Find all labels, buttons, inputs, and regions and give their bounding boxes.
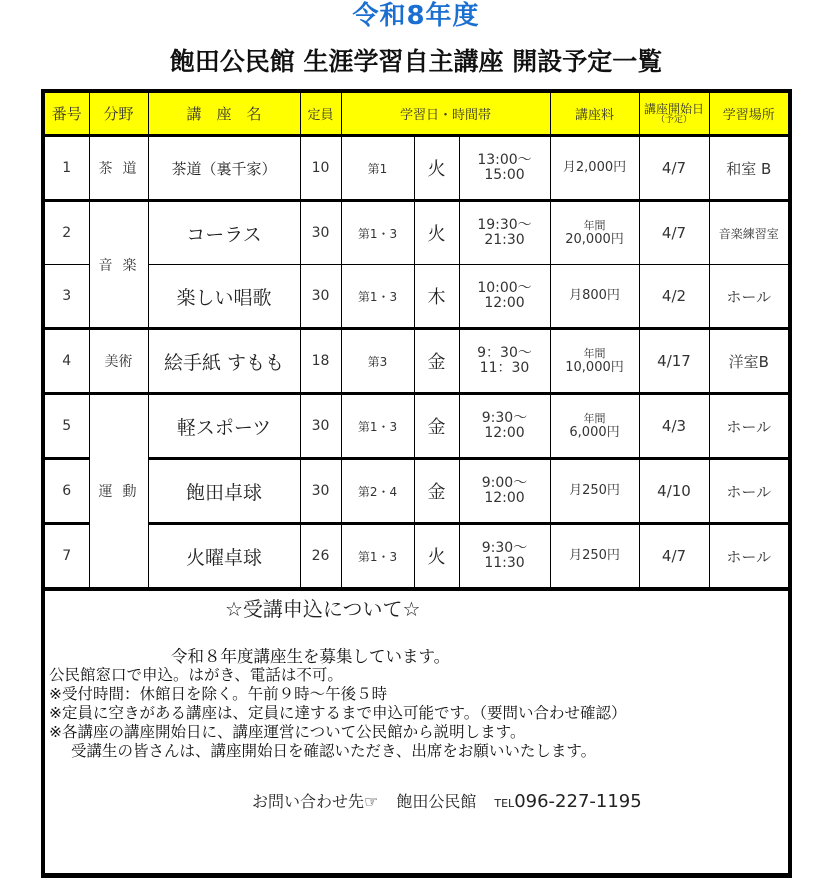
info-lines xyxy=(49,647,627,761)
row-capacity: 30 xyxy=(300,394,341,459)
table-row xyxy=(43,394,790,459)
row-fee xyxy=(550,524,639,590)
col-header-start xyxy=(639,91,709,136)
info-line: 受講生の皆さんは、講座開始日を確認いただき、出席をお願いいたします。 xyxy=(71,742,597,760)
table-header-row xyxy=(43,91,790,136)
row-course-name: 楽しい唱歌 xyxy=(148,265,300,329)
course-table xyxy=(41,89,792,591)
row-time xyxy=(459,329,550,394)
row-time-end: 15:00 xyxy=(484,167,525,183)
row-place: 音楽練習室 xyxy=(709,201,790,265)
info-line: ※受付時間：休館日を除く。午前９時～午後５時 xyxy=(49,685,388,703)
row-start-date: 4/2 xyxy=(639,265,709,329)
row-course-name: 飽田卓球 xyxy=(148,459,300,524)
info-heading: ☆受講申込について☆ xyxy=(225,597,421,621)
row-field: 運動 xyxy=(89,394,148,590)
info-line: 令和８年度講座生を募集しています。 xyxy=(171,647,451,666)
row-time xyxy=(459,136,550,201)
row-week: 第1・3 xyxy=(341,394,414,459)
row-field: 美術 xyxy=(89,329,148,394)
row-week: 第1・3 xyxy=(341,265,414,329)
row-time-end: 11:30 xyxy=(484,555,525,571)
row-time-start: 9：30～ xyxy=(477,345,532,361)
col-header-start-label: 講座開始日 xyxy=(643,101,704,116)
table-row xyxy=(43,136,790,201)
row-number: 4 xyxy=(43,329,89,394)
row-place: 洋室B xyxy=(709,329,790,394)
row-time-end: 12:00 xyxy=(484,295,525,311)
row-day: 金 xyxy=(414,329,459,394)
contact-label: お問い合わせ先☞ xyxy=(252,792,379,811)
row-day: 金 xyxy=(414,459,459,524)
row-fee xyxy=(550,394,639,459)
row-place: ホール xyxy=(709,265,790,329)
row-day: 火 xyxy=(414,136,459,201)
row-time-start: 10:00～ xyxy=(477,280,532,296)
row-time-start: 19:30～ xyxy=(477,217,532,233)
row-number: 5 xyxy=(43,394,89,459)
row-fee-amount: 10,000円 xyxy=(565,360,624,375)
col-header-schedule: 学習日・時間帯 xyxy=(341,91,550,136)
row-capacity: 30 xyxy=(300,459,341,524)
row-course-name: 茶道（裏千家） xyxy=(148,136,300,201)
row-start-date: 4/7 xyxy=(639,136,709,201)
row-fee xyxy=(550,329,639,394)
row-number: 3 xyxy=(43,265,89,329)
col-header-fee: 講座料 xyxy=(550,91,639,136)
col-header-capacity: 定員 xyxy=(300,91,341,136)
row-capacity: 30 xyxy=(300,201,341,265)
row-fee-amount: 20,000円 xyxy=(565,232,624,247)
row-fee-label: 年間 xyxy=(583,412,606,425)
row-fee-amount: 月2,000円 xyxy=(562,160,627,175)
row-time xyxy=(459,265,550,329)
row-number: 1 xyxy=(43,136,89,201)
row-week: 第1・3 xyxy=(341,524,414,590)
row-time-start: 9:00～ xyxy=(481,475,528,491)
row-fee-amount: 月800円 xyxy=(569,288,620,303)
row-course-name: 火曜卓球 xyxy=(148,524,300,590)
row-day: 火 xyxy=(414,201,459,265)
row-course-name: 絵手紙 すもも xyxy=(148,329,300,394)
table-row xyxy=(43,524,790,590)
info-line: 公民館窓口で申込。はがき、電話は不可。 xyxy=(49,666,343,684)
row-capacity: 30 xyxy=(300,265,341,329)
col-header-start-sub: （予定） xyxy=(655,114,692,125)
row-fee-label: 年間 xyxy=(583,219,606,232)
row-time xyxy=(459,394,550,459)
row-number: 6 xyxy=(43,459,89,524)
row-time xyxy=(459,459,550,524)
row-day: 金 xyxy=(414,394,459,459)
row-time-start: 9:30～ xyxy=(481,410,528,426)
table-row xyxy=(43,265,790,329)
row-fee xyxy=(550,201,639,265)
row-start-date: 4/3 xyxy=(639,394,709,459)
contact-org: 飽田公民館 xyxy=(396,792,477,811)
row-day: 火 xyxy=(414,524,459,590)
row-place: ホール xyxy=(709,524,790,590)
row-field: 音楽 xyxy=(89,201,148,329)
table-row xyxy=(43,329,790,394)
row-time-start: 13:00～ xyxy=(477,152,532,168)
tel-label: TEL xyxy=(494,797,515,810)
info-line: ※定員に空きがある講座は、定員に達するまで申込可能です。（要問い合わせ確認） xyxy=(49,704,627,722)
row-capacity: 10 xyxy=(300,136,341,201)
row-time xyxy=(459,524,550,590)
row-week: 第1 xyxy=(341,136,414,201)
row-time xyxy=(459,201,550,265)
row-fee xyxy=(550,459,639,524)
phone-number: 096-227-1195 xyxy=(514,791,642,812)
row-place: 和室 B xyxy=(709,136,790,201)
row-time-end: 11：30 xyxy=(479,360,530,376)
row-start-date: 4/7 xyxy=(639,524,709,590)
row-place: ホール xyxy=(709,394,790,459)
row-fee-label: 年間 xyxy=(583,347,606,360)
row-capacity: 18 xyxy=(300,329,341,394)
row-number: 7 xyxy=(43,524,89,590)
info-line: ※各講座の講座開始日に、講座運営について公民館から説明します。 xyxy=(49,723,526,741)
col-header-name: 講 座 名 xyxy=(148,91,300,136)
row-start-date: 4/17 xyxy=(639,329,709,394)
row-time-end: 12:00 xyxy=(484,425,525,441)
row-day: 木 xyxy=(414,265,459,329)
table-row xyxy=(43,459,790,524)
contact-line xyxy=(252,789,642,812)
row-time-end: 21:30 xyxy=(484,232,525,248)
year-title: 令和8年度 xyxy=(352,1,480,31)
table-row xyxy=(43,201,790,265)
col-header-no: 番号 xyxy=(43,91,89,136)
row-number: 2 xyxy=(43,201,89,265)
row-week: 第1・3 xyxy=(341,201,414,265)
row-field: 茶道 xyxy=(89,136,148,201)
row-time-end: 12:00 xyxy=(484,490,525,506)
row-fee-amount: 月250円 xyxy=(569,548,620,563)
page-title: 飽田公民館 生涯学習自主講座 開設予定一覧 xyxy=(169,47,663,76)
row-capacity: 26 xyxy=(300,524,341,590)
col-header-field: 分野 xyxy=(89,91,148,136)
row-place: ホール xyxy=(709,459,790,524)
row-fee-amount: 月250円 xyxy=(569,483,620,498)
row-course-name: コーラス xyxy=(148,201,300,265)
row-fee-amount: 6,000円 xyxy=(569,425,620,440)
row-fee xyxy=(550,265,639,329)
row-start-date: 4/7 xyxy=(639,201,709,265)
row-course-name: 軽スポーツ xyxy=(148,394,300,459)
col-header-place: 学習場所 xyxy=(709,91,790,136)
row-fee xyxy=(550,136,639,201)
application-info-box xyxy=(41,589,792,878)
row-week: 第2・4 xyxy=(341,459,414,524)
row-time-start: 9:30～ xyxy=(481,540,528,556)
row-start-date: 4/10 xyxy=(639,459,709,524)
row-week: 第3 xyxy=(341,329,414,394)
